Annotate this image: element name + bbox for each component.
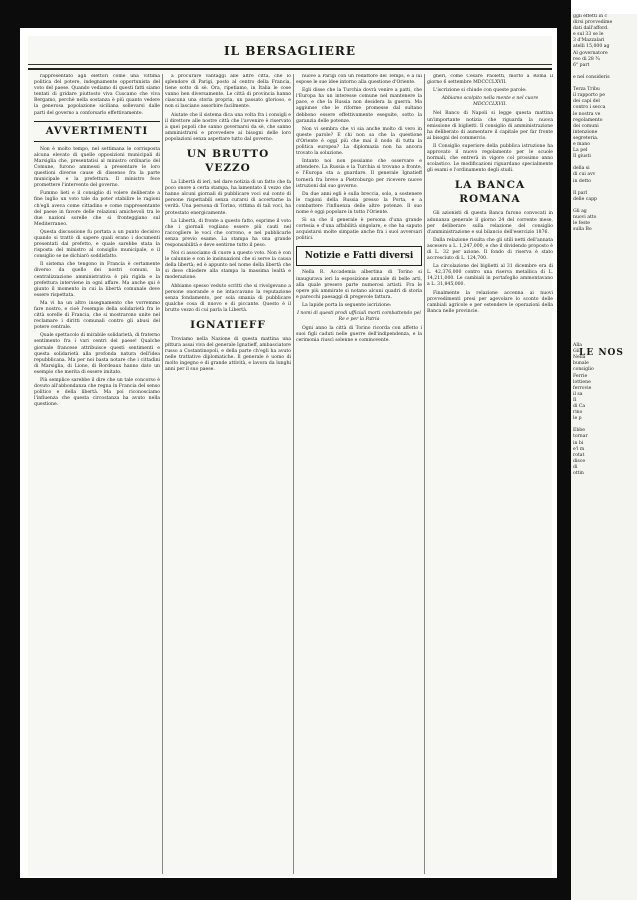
paragraph: Nella R. Accademia albertina di Torino si inaugurava ieri la esposizione annuale di belle arti, alla quale presero parte numerosi artisti. Fra le opere più ammirate si notano alcuni quadri di storia e parecchi paesaggi di pregevole fattura. xyxy=(296,270,422,300)
paragraph: Più semplice sarebbe il dire che un tale concorso è dovuto all'abbondanza che regna in Francia del senso politico e della libertà. Ma poi riconosciamo l'influenza che questa circostanza ha avuto nella questione. xyxy=(34,378,160,408)
column-2 xyxy=(165,74,291,874)
section-heading-ignatieff: IGNATIEFF xyxy=(190,319,266,331)
paragraph: gheri, come Cesare Paoletti, morto a Roma il giorno 6 settembre MDCCCLXVII. xyxy=(427,74,553,86)
section-heading-notizie: Notizie e Fatti diversi xyxy=(304,251,414,262)
paragraph: Ogni anno la città di Torino ricorda con affetto i suoi figli caduti nelle guerre dell'indipendenza, e la cerimonia riuscì solenne e commovente. xyxy=(296,326,422,344)
paragraph: Non è molto tempo, nel settimana le corrisposta alcuna elevato di quelle opposizioni municipali di Marsiglia che, presentatisi al ministro ordinario del Comune, furono ammessi a presentare le loro questioni diverse cause di dissenso fra la parte municipale e la prefettura. Il ministro fece promettere l'intervento del governo. xyxy=(34,146,160,189)
adjacent-page-heading: LE NOS xyxy=(579,348,624,358)
paragraph: La Libertà di ieri, nel dare notizia di un fatto che fa poco onore a certa stampa, ha lamentato il vezzo che hanno alcuni giornali di pubblicare voci sul conto di persone rispettabili senza curarsi di accertarne la verità. Una persona di Torino, vittima di tali voci, ha protestato energicamente. xyxy=(165,180,291,216)
paragraph: Abbiamo spesso veduto scritti che si rivolgevano a persone onorande e ne intaccavano la reputazione senza fondamento, per sola smania di pubblicare qualche cosa di nuovo e di piccante. Questo è il brutto vezzo di cui parla la Libertà. xyxy=(165,283,291,313)
column-4 xyxy=(427,74,553,874)
paragraph: Noi ci associamo di cuore a questo voto. Non è con le calunnie e con le insinuazioni che si serve la causa della libertà; ed è appunto nel nome della libertà che si deve chiedere alla stampa la massima lealtà e moderazione. xyxy=(165,251,291,281)
adjacent-page-text: ggli effetti in c dirsi provvedime dati dall'afford. e sul 33 se le 3 d'Mazzalari atelli 15,000 ag Al governatore reo di 28 ¾ 6° part e nel consideris Terza Tribu il rapporto pe dei capi del contro i secca le nostra ve regolamento dei comuni intenzione segreteria. e mano La pel Il giusti della si di cui avv in detto Il parl delle capp Gli ag nuovi atto le feste sulla Bo Alla Gli Nella bunale consiglio Ferrie lottiene ferrovie il sa Il di Ca rino le p Ebbe tornar in bi e'l m rotat disce di ottin xyxy=(573,14,613,477)
section-heading-wrapper xyxy=(427,178,553,206)
paragraph: Il Consiglio superiore della pubblica istruzione ha approvato il nuovo regolamento per le scuole normali, che entrerà in vigore col prossimo anno scolastico. Le modificazioni riguardano specialmente gli esami e l'ordinamento degli studi. xyxy=(427,143,553,174)
paragraph: Gli azionisti di questa Banca furono convocati in adunanza generale il giorno 24 del corrente mese, per deliberare sulla relazione del consiglio d'amministrazione e sul bilancio dell'esercizio 1876. xyxy=(427,211,553,235)
subtitle: Abbiamo scolpito nella mente e nel cuore MDCCCLXVII. xyxy=(441,96,539,108)
paragraph: La lapide porta la seguente iscrizione: xyxy=(302,302,392,308)
scan-border-top xyxy=(20,0,557,28)
column-divider xyxy=(424,74,425,874)
section-heading-avvertimenti: AVVERTIMENTI xyxy=(45,125,149,137)
masthead xyxy=(28,36,552,70)
paragraph: Fummo lieti e il consiglio di volere deliberate a fine luglio un voto tale da poter stabilire le ragioni ch'egli aveva come cittadino e come rappresentante del paese in favore delle relazioni amichevoli tra le due nazioni sorelle che si fronteggiano sul Mediterraneo. xyxy=(34,191,160,227)
paragraph: Il sistema che tengono in Francia è certamente diverso da quello dei nostri comuni, la centralizzazione amministrativa è più rigida e la prefettura interviene in ogni affare. Ma anche qui è giunto il momento in cui la libertà comunale deve essere rispettata. xyxy=(34,262,160,298)
section-heading-box xyxy=(296,246,422,266)
adjacent-page-strip xyxy=(571,14,637,900)
paragraph: nuove a Parigi con un redattore del Temps, e a lui espose le sue idee intorno alla questione d'Oriente. xyxy=(296,74,422,86)
paragraph: Da due anni egli è sulla breccia, solo, a sostenere le ragioni della Russia presso la Porta, e a combattere l'influenza delle altre potenze. Il suo nome è oggi popolare in tutto l'Oriente. xyxy=(296,191,422,215)
paragraph: Egli disse che la Turchia dovrà venire a patti, che l'Europa ha un interesse comune nel mantenere la pace, e che la Russia non desidera la guerra. Ma aggiunse che le riforme promesse dal sultano debbono essere effettivamente eseguite, sotto la garanzia delle potenze. xyxy=(296,88,422,124)
paragraph: Finalmente la relazione accenna ai nuovi provvedimenti presi per agevolare lo sconto delle cambiali agricole e per estendere le operazioni della Banca nelle provincie. xyxy=(427,290,553,314)
paragraph: Quale spettacolo di mirabile solidarietà, di fraterno sentimento fra i vari centri del paese! Qualche giornale francese attribuisce questi sentimenti e questa solidarietà alla profonda natura dell'idea repubblicana. Ma per noi basta notare che i cittadini di Marsiglia, di Lione, di Bordeaux hanno dato un esempio che merita di essere imitato. xyxy=(34,333,160,375)
column-1 xyxy=(34,74,160,874)
gutter-band xyxy=(557,0,571,900)
paragraph: Dalla relazione risulta che gli utili netti dell'annata ascesero a L. 1,247,000, e che il dividendo proposto è di L. 32 per azione. Il fondo di riserva è stato accresciuto di L. 124,700. xyxy=(427,237,553,262)
section-heading-banca-romana: LA BANCA ROMANA xyxy=(454,179,526,206)
paragraph: a procurare vantaggi alle altre città, che lo splendore di Parigi, posto al centro della Francia, tiene sotto di sè. Ora, ripetiamo, in Italia le cose vanno ben diversamente. Le città di provincia hanno ciascuna una storia propria, un passato glorioso, e non si lasciano assorbire facilmente. xyxy=(165,74,291,110)
section-heading-wrapper xyxy=(165,318,291,332)
paragraph: Ma vi ha un altro insegnamento che vorremmo fare nostro, e cioè l'esempio della solidarietà fra le città sorelle di Francia, che si mostrarono unite nel reclamare i diritti comunali contro gli abusi del potere centrale. xyxy=(34,300,160,331)
paragraph: L'iscrizione si chiude con queste parole: xyxy=(433,88,527,94)
masthead-rule xyxy=(28,64,552,65)
paragraph: Intanto noi non possiamo che osservare e attendere. La Russia e la Turchia si trovano a fronte, e l'Europa sta a guardare. Il generale Ignatieff tornerà fra breve a Pietroburgo per ricevere nuove istruzioni dal suo governo. xyxy=(296,159,422,189)
paragraph: Si sa che il generale è persona d'una grande cortesia e d'una affabilità singolare, e che ha saputo acquistarsi molte simpatie anche fra i suoi avversari politici. xyxy=(296,218,422,242)
scan-border-left xyxy=(0,0,20,900)
paragraph: rappresentato agli elettori come una vittima politica del potere, indegnamente opportunista del voto del paese. Quando vediamo di questi fatti siamo tentati di gridare piuttosto viva Cuscamo che viva Bergamo, perchè nella sostanza è più quanto vedere la generosa popolazione siciliana sollevarsi dalle parti del governo a conforsarlo effettivamente. xyxy=(34,74,160,116)
section-heading-box xyxy=(34,121,160,142)
inscription: I nomi di questi prodi ufficiali morti combattendo pel Re e per la Patria xyxy=(297,311,421,323)
paragraph: Nel Banco di Napoli si legge questa mattina un'importante notizia che riguarda la nuova emissione di biglietti. Il consiglio di amministrazione ha deliberato di aumentare il capitale per far fronte ai bisogni del commercio. xyxy=(427,111,553,141)
paragraph: Questa discussione fu portata a un punto decisivo quando si trattò di sapere quali erano i documenti presentati dal prefetto, e quale sarebbe stata la risposta del ministro al consiglio municipale, e il consiglio se ne dichiarò soddisfatto. xyxy=(34,229,160,260)
column-divider xyxy=(162,74,163,874)
paragraph: Non vi sembra che vi sia anche molto di vero in queste parole? E chi non sa che la questione d'Oriente è oggi più che mai il nodo di tutta la politica europea? La diplomazia non ha ancora trovato la soluzione. xyxy=(296,126,422,157)
section-heading-wrapper xyxy=(165,147,291,175)
scan-border-bottom xyxy=(20,878,557,900)
column-divider xyxy=(293,74,294,874)
paragraph: La circolazione dei biglietti al 31 dicembre era di L. 42,376,000 contro una riserva metallica di L. 14,211,000. Le cambiali in portafoglio ammontavano a L. 31,845,000. xyxy=(427,264,553,288)
section-heading-un-brutto-vezzo: UN BRUTTO VEZZO xyxy=(186,148,270,175)
paragraph: La Libertà, di fronte a questo fatto, esprime il voto che i giornali vogliano essere più cauti nel raccogliere le voci che corrono, e nel pubblicarle senza previo esame. La stampa ha una grande responsabilità e deve sentirne tutto il peso. xyxy=(165,218,291,248)
paragraph: Aiutate che il sistema dica una volta fra i consigli e il direttore alle nostre città che l'avvenire è riservato a quei popoli che sanno governarsi da sè, che sanno amministrarsi e provvedere ai bisogni delle loro popolazioni senza aspettare tutto dal governo. xyxy=(165,112,291,142)
paragraph: Troviamo nella Nazione di questa mattina una pittura assai viva del generale Ignatieff, ambasciatore russo a Costantinopoli, e della parte ch'egli ha avuto nelle trattative diplomatiche. Il generale è uomo di molto ingegno e di grande attività, e lavora da lunghi anni per il suo paese. xyxy=(165,337,291,373)
column-3 xyxy=(296,74,422,874)
newspaper-page xyxy=(28,36,552,876)
masthead-title: IL BERSAGLIERE xyxy=(223,44,357,58)
